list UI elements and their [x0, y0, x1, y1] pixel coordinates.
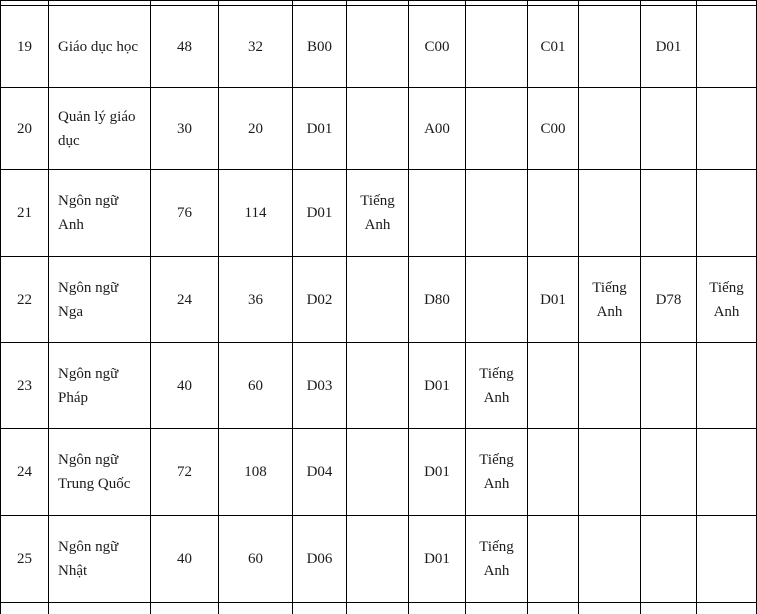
table-cell [697, 516, 757, 603]
table-cell [697, 343, 757, 429]
table-cell [641, 170, 697, 257]
table-cell [466, 603, 528, 614]
table-cell: D04 [293, 429, 347, 516]
table-cell: D06 [293, 516, 347, 603]
table-row [1, 516, 757, 603]
table-cell [219, 603, 293, 614]
row-number-cell: 19 [1, 6, 49, 88]
admissions-table-body [1, 1, 757, 614]
table-row [1, 343, 757, 429]
major-name-cell: Quản lý giáo dục [49, 88, 151, 170]
table-cell: D01 [528, 257, 579, 343]
table-cell: C00 [409, 6, 466, 88]
table-cell [466, 170, 528, 257]
table-cell [641, 429, 697, 516]
table-cell: 60 [219, 343, 293, 429]
table-cell [151, 603, 219, 614]
table-cell [641, 343, 697, 429]
table-cell: D78 [641, 257, 697, 343]
row-number-cell: 25 [1, 516, 49, 603]
table-row [1, 170, 757, 257]
table-cell: 72 [151, 429, 219, 516]
table-cell: D01 [409, 429, 466, 516]
table-cell [579, 88, 641, 170]
table-cell [528, 516, 579, 603]
row-number-cell: 22 [1, 257, 49, 343]
row-number-cell: 23 [1, 343, 49, 429]
table-cell [697, 170, 757, 257]
table-cell [528, 170, 579, 257]
table-cell [579, 6, 641, 88]
table-cell [697, 603, 757, 614]
table-cell: D01 [293, 170, 347, 257]
table-cell: Tiếng Anh [579, 257, 641, 343]
table-cell: D01 [293, 88, 347, 170]
table-cell: 36 [219, 257, 293, 343]
table-cell: 40 [151, 516, 219, 603]
row-number-cell [1, 603, 49, 614]
major-name-cell: Ngôn ngữ Trung Quốc [49, 429, 151, 516]
table-cell [579, 516, 641, 603]
table-cell [528, 343, 579, 429]
table-cell [579, 343, 641, 429]
table-cell: A00 [409, 88, 466, 170]
table-cell [347, 257, 409, 343]
major-name-cell: Ngôn ngữ Anh [49, 170, 151, 257]
table-cell [697, 429, 757, 516]
table-cell [641, 516, 697, 603]
table-cell [697, 88, 757, 170]
table-cell [409, 170, 466, 257]
table-cell [293, 603, 347, 614]
table-cell: 24 [151, 257, 219, 343]
table-cell: 20 [219, 88, 293, 170]
table-cell: D01 [409, 343, 466, 429]
table-cell: B00 [293, 6, 347, 88]
table-cell: 60 [219, 516, 293, 603]
table-cell: C00 [528, 88, 579, 170]
table-cell: D01 [641, 6, 697, 88]
table-cell: Tiếng Anh [466, 516, 528, 603]
table-cell: Tiếng Anh [466, 343, 528, 429]
table-cell: D01 [409, 516, 466, 603]
table-cell [466, 6, 528, 88]
table-cell: D02 [293, 257, 347, 343]
major-name-cell: Ngôn ngữ Pháp [49, 343, 151, 429]
table-cell [347, 429, 409, 516]
table-cell [347, 516, 409, 603]
table-cell: 32 [219, 6, 293, 88]
table-cell: Tiếng Anh [347, 170, 409, 257]
partial-row-bottom [1, 603, 757, 614]
major-name-cell [49, 603, 151, 614]
major-name-cell: Ngôn ngữ Nhật [49, 516, 151, 603]
table-row [1, 257, 757, 343]
major-name-cell: Giáo dục học [49, 6, 151, 88]
table-cell: C01 [528, 6, 579, 88]
table-cell: D80 [409, 257, 466, 343]
table-cell [641, 603, 697, 614]
table-cell: 76 [151, 170, 219, 257]
table-cell [579, 603, 641, 614]
table-cell [466, 88, 528, 170]
table-cell: 30 [151, 88, 219, 170]
table-cell: Tiếng Anh [466, 429, 528, 516]
table-cell [347, 603, 409, 614]
table-cell: Tiếng Anh [697, 257, 757, 343]
table-cell [579, 170, 641, 257]
table-cell [641, 88, 697, 170]
table-cell: 108 [219, 429, 293, 516]
table-cell [347, 6, 409, 88]
table-cell [347, 343, 409, 429]
table-cell: D03 [293, 343, 347, 429]
table-cell [528, 603, 579, 614]
row-number-cell: 20 [1, 88, 49, 170]
table-cell [697, 6, 757, 88]
table-row [1, 429, 757, 516]
table-cell: 40 [151, 343, 219, 429]
table-cell [409, 603, 466, 614]
table-cell [466, 257, 528, 343]
table-row [1, 88, 757, 170]
table-cell [528, 429, 579, 516]
table-cell [579, 429, 641, 516]
table-cell: 114 [219, 170, 293, 257]
row-number-cell: 21 [1, 170, 49, 257]
row-number-cell: 24 [1, 429, 49, 516]
major-name-cell: Ngôn ngữ Nga [49, 257, 151, 343]
table-cell [347, 88, 409, 170]
table-row [1, 6, 757, 88]
table-cell: 48 [151, 6, 219, 88]
